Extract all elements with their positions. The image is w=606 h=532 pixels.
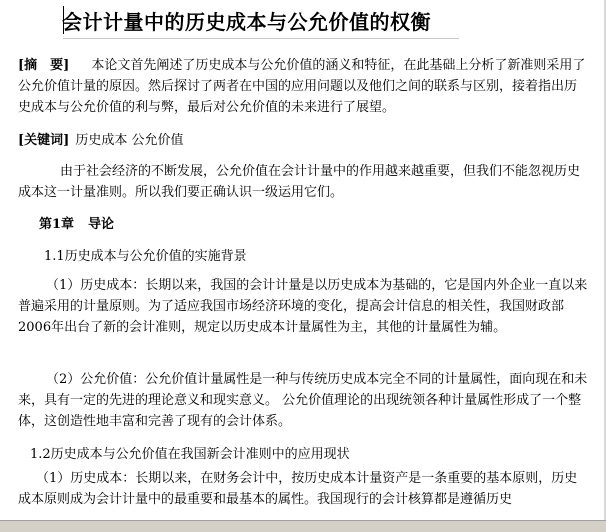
intro-paragraph: 由于社会经济的不断发展，公允价值在会计计量中的作用越来越重要，但我们不能忽视历史成本这一计量准则。所以我们要正确认识一级运用它们。 (18, 164, 581, 200)
body-paragraph-fair-value: （2）公允价值：公允价值计量属性是一种与传统历史成本完全不同的计量属性，面向现在和未来，具有一定的先进的理论意义和现实意义。 公允价值理论的出现统领各种计量属性形成了一个整体，这创造性地丰富和完善了现有的会计体系。 (18, 372, 588, 429)
abstract-text: 本论文首先阐述了历史成本与公允价值的涵义和特征，在此基础上分析了新准则采用了公允价值计量的原因。然后探讨了两者在中国的应用问题以及他们之间的联系与区别，接着指出历史成本与公允价值的利与弊，最后对公允价值的未来进行了展望。 (18, 58, 586, 115)
abstract-tag: [摘 要] (18, 58, 70, 73)
keywords-text: 历史成本 公允价值 (75, 133, 184, 148)
keywords-paragraph (18, 130, 588, 151)
horizontal-scrollbar[interactable] (0, 520, 606, 532)
body-paragraph-application: （1）历史成本：长期以来，在财务会计中，按历史成本计量资产是一条重要的基本原则，历史成本原则成为会计计量中的最重要和最基本的属性。我国现行的会计核算都是遵循历史 (18, 471, 578, 507)
body-paragraph-historical-cost: （1）历史成本：长期以来，我国的会计计量是以历史成本为基础的，它是国内外企业一直以来普遍采用的计量原则。为了适应我国市场经济环境的变化，提高会计信息的相关性，我国财政部 2006年出台了新的会计准则，规定以历史成本计量属性为主，其他的计量属性为辅。 (18, 278, 588, 335)
document-title: 会计计量中的历史成本与公允价值的权衡 (62, 10, 431, 34)
chapter-title: 导论 (88, 217, 115, 232)
title-underline (63, 38, 459, 39)
abstract-paragraph (18, 55, 588, 118)
section-heading-1-1: 1.1历史成本与公允价值的实施背景 (44, 249, 247, 264)
section-heading-1-2: 1.2历史成本与公允价值在我国新会计准则中的应用现状 (30, 447, 350, 462)
chapter-number: 第1章 (39, 217, 75, 232)
chapter-heading (39, 213, 114, 232)
keywords-tag: [关键词] (18, 133, 70, 148)
